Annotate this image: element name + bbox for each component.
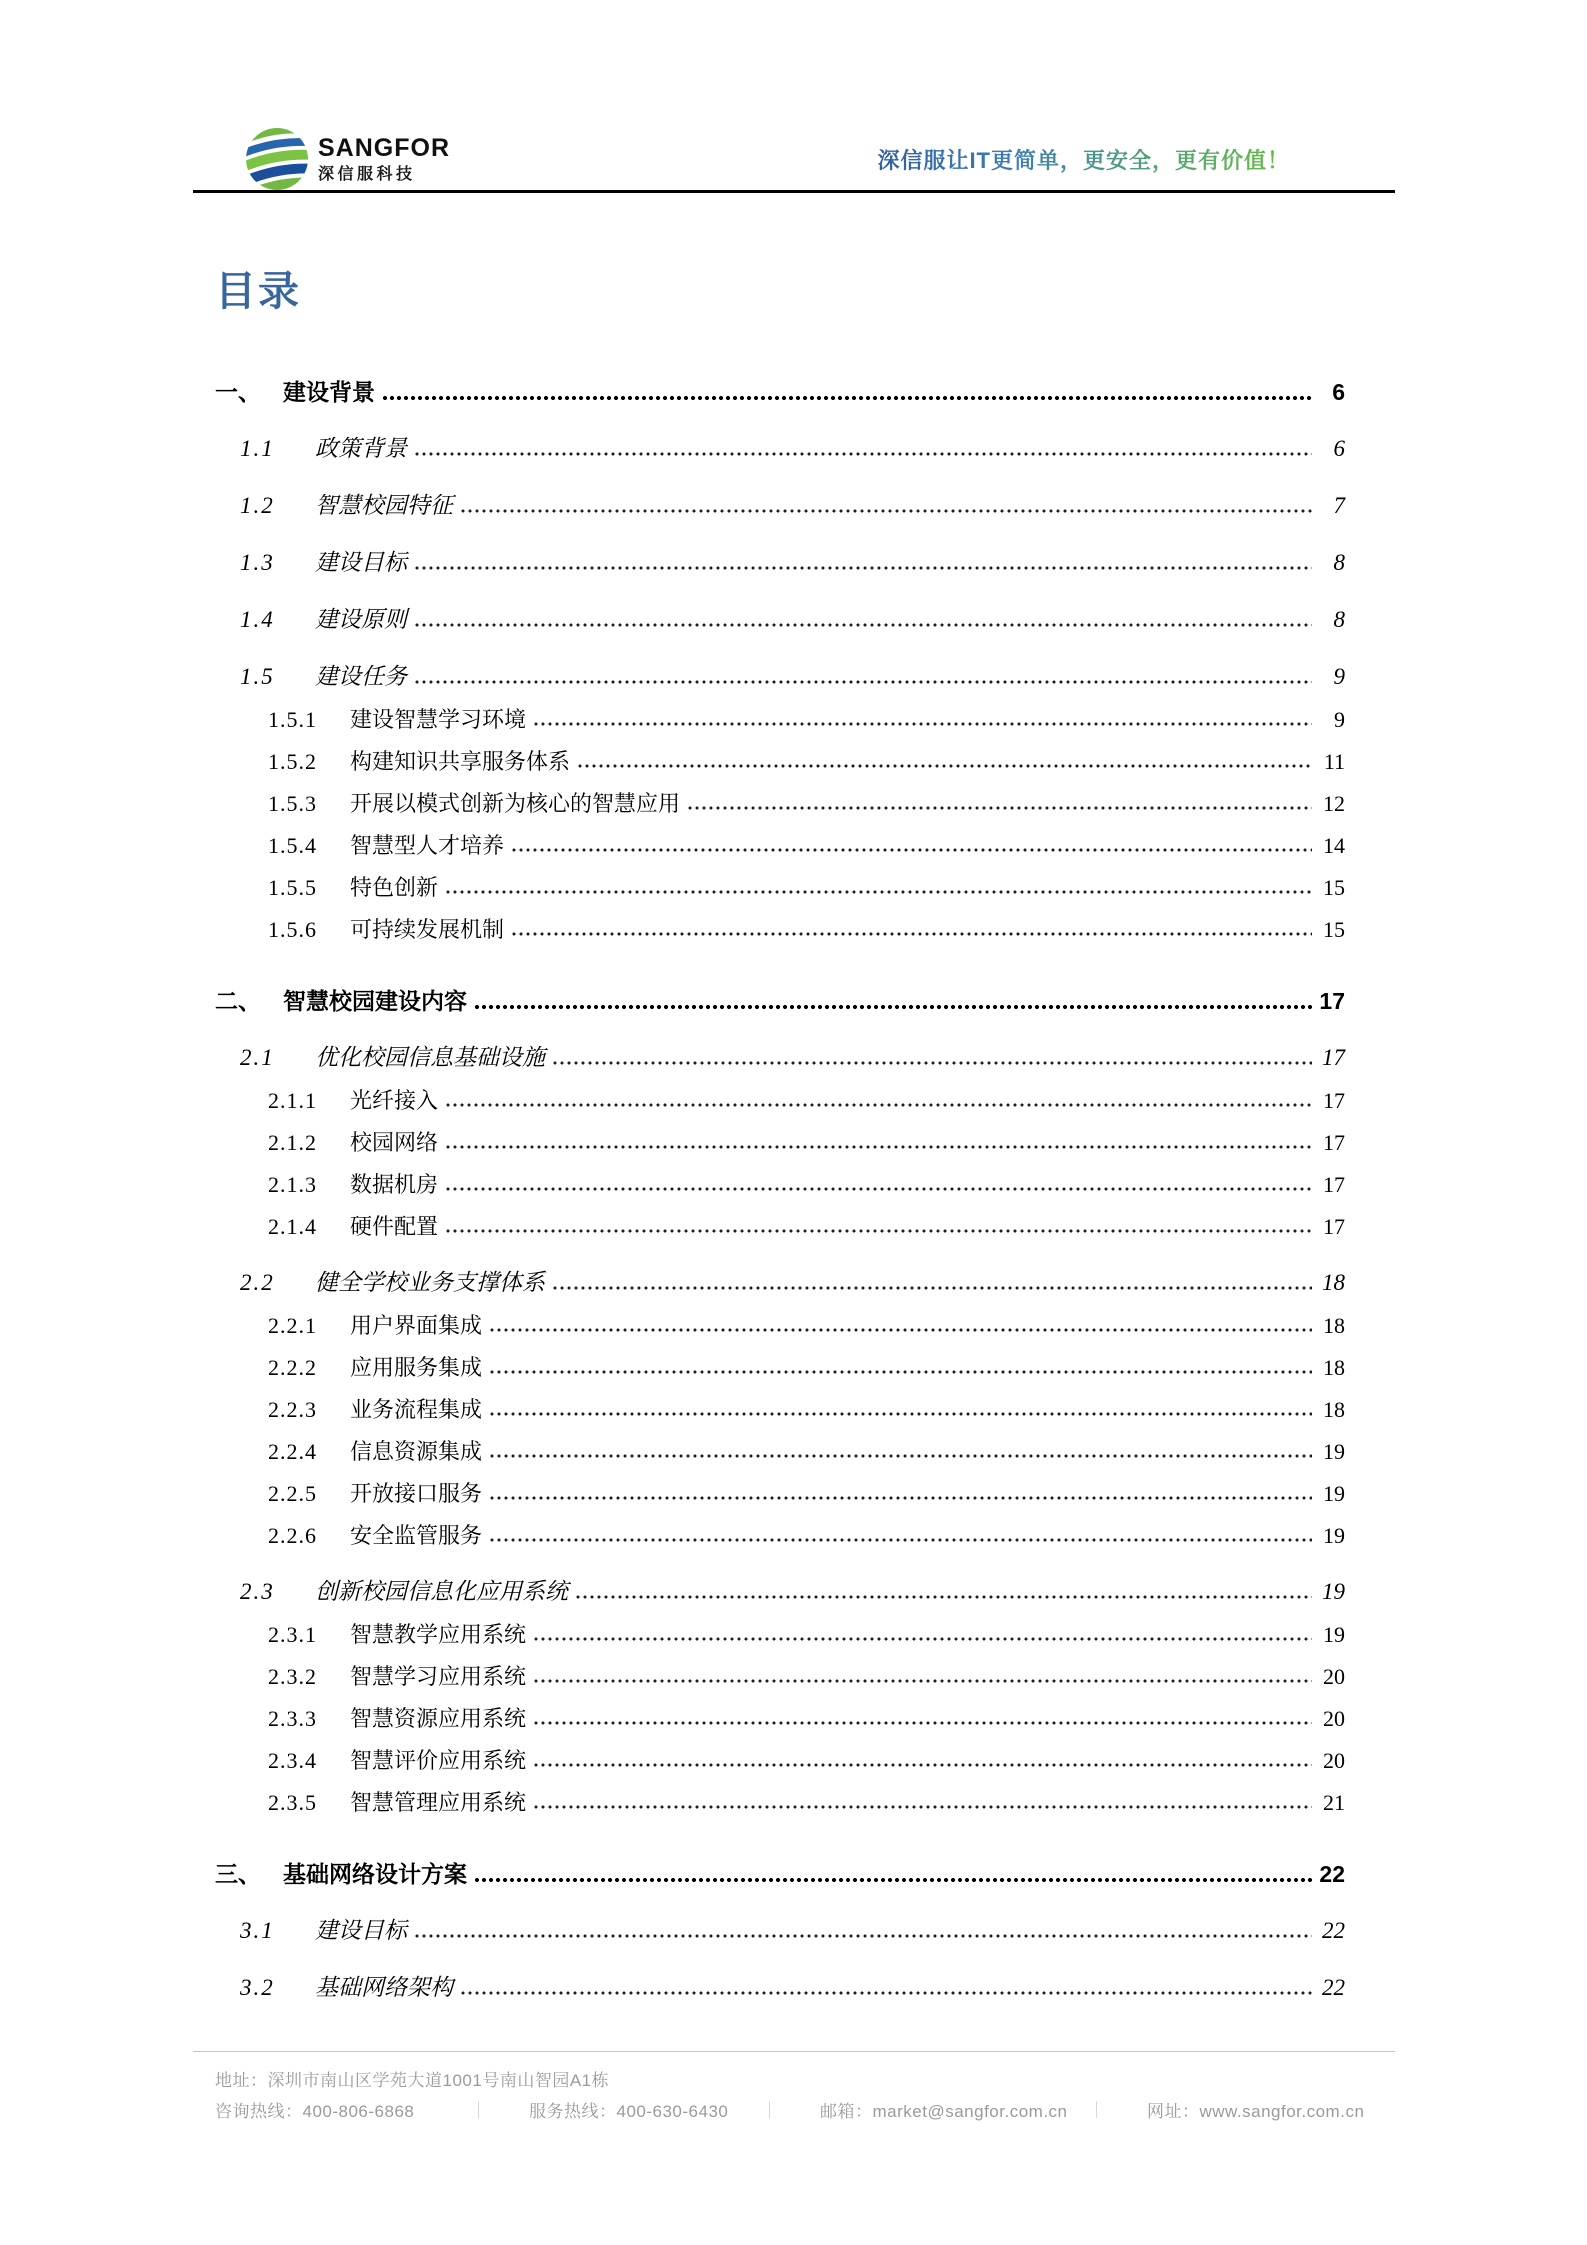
toc-entry[interactable] (215, 1387, 1345, 1429)
toc-entry-number: 一、 (215, 378, 261, 405)
toc-entry-number: 2.1.3 (268, 1171, 317, 1197)
toc-entry[interactable] (215, 979, 1345, 1021)
footer-contact-item: 邮箱：market@sangfor.com.cn (820, 2102, 1068, 2121)
toc-entry[interactable] (215, 655, 1345, 697)
toc-leader-dots (445, 1185, 1312, 1193)
toc-entry[interactable] (215, 1852, 1345, 1894)
footer-contact-item: 服务热线：400-630-6430 (529, 2102, 729, 2121)
sangfor-logo-globe-icon (244, 126, 310, 192)
toc-entry-number: 2.1.2 (268, 1129, 317, 1155)
toc-entry-title: 硬件配置 (350, 1213, 439, 1239)
toc-leader-dots (382, 394, 1312, 402)
toc-entry-page: 12 (1323, 790, 1345, 816)
toc-entry[interactable] (215, 484, 1345, 526)
toc-entry-page: 22 (1322, 1917, 1345, 1943)
footer-contact-item: 网址：www.sangfor.com.cn (1147, 2102, 1365, 2121)
toc-entry-title: 智慧校园建设内容 (283, 987, 467, 1014)
toc-entry-number: 2.1.4 (268, 1213, 317, 1239)
toc-entry-page: 15 (1323, 916, 1345, 942)
toc-entry[interactable] (215, 1345, 1345, 1387)
toc-entry-page: 17 (1323, 1171, 1345, 1197)
toc-entry-page: 21 (1323, 1789, 1345, 1815)
footer-contact-item: 咨询热线：400-806-6868 (215, 2102, 415, 2121)
toc-entry-title: 创新校园信息化应用系统 (315, 1578, 568, 1604)
toc-entry-number: 2.3.2 (268, 1663, 317, 1689)
toc-entry-page: 19 (1323, 1621, 1345, 1647)
toc-entry-title: 智慧评价应用系统 (350, 1747, 527, 1773)
toc-entry-page: 18 (1323, 1354, 1345, 1380)
toc-entry-number: 1.1 (240, 435, 275, 461)
toc-entry-number: 2.2.2 (268, 1354, 317, 1380)
toc-entry-title: 特色创新 (350, 874, 439, 900)
toc-entry-number: 1.5.3 (268, 790, 317, 816)
toc-entry-page: 20 (1323, 1705, 1345, 1731)
toc-entry[interactable] (215, 1738, 1345, 1780)
toc-entry-number: 2.2.5 (268, 1480, 317, 1506)
toc-entry-page: 17 (1323, 1087, 1345, 1113)
toc-list (215, 340, 1345, 2008)
toc-leader-dots (489, 1452, 1312, 1460)
toc-entry[interactable] (215, 1120, 1345, 1162)
toc-entry-number: 1.4 (240, 606, 275, 632)
toc-entry-page: 9 (1333, 663, 1345, 689)
toc-entry[interactable] (215, 1612, 1345, 1654)
toc-entry[interactable] (215, 1261, 1345, 1303)
toc-entry-title: 构建知识共享服务体系 (350, 748, 571, 774)
toc-entry-page: 6 (1333, 435, 1345, 461)
toc-entry-title: 用户界面集成 (350, 1312, 483, 1338)
toc-entry-page: 17 (1322, 1044, 1345, 1070)
toc-leader-dots (489, 1494, 1312, 1502)
toc-entry-page: 18 (1322, 1269, 1345, 1295)
toc-entry-title: 安全监管服务 (350, 1522, 483, 1548)
toc-entry-title: 智慧资源应用系统 (350, 1705, 527, 1731)
toc-entry-title: 政策背景 (315, 435, 407, 461)
toc-entry-title: 基础网络设计方案 (283, 1860, 467, 1887)
toc-entry-page: 18 (1323, 1312, 1345, 1338)
toc-entry[interactable] (215, 1780, 1345, 1822)
footer-contact-separator (478, 2101, 479, 2118)
toc-entry-number: 2.2.1 (268, 1312, 317, 1338)
toc-leader-dots (533, 1635, 1312, 1643)
toc-entry-page: 19 (1323, 1438, 1345, 1464)
toc-entry-number: 2.3.3 (268, 1705, 317, 1731)
toc-entry-page: 17 (1319, 987, 1345, 1014)
toc-leader-dots (533, 1761, 1312, 1769)
toc-entry-title: 信息资源集成 (350, 1438, 483, 1464)
toc-entry[interactable] (215, 1162, 1345, 1204)
toc-leader-dots (552, 1284, 1312, 1292)
toc-entry-number: 1.3 (240, 549, 275, 575)
toc-entry-number: 2.3 (240, 1578, 275, 1604)
toc-entry-page: 17 (1323, 1213, 1345, 1239)
toc-leader-dots (489, 1536, 1312, 1544)
toc-entry-title: 健全学校业务支撑体系 (315, 1269, 545, 1295)
toc-leader-dots (460, 1989, 1312, 1997)
toc-entry[interactable] (215, 1078, 1345, 1120)
footer-address: 地址：深圳市南山区学苑大道1001号南山智园A1栋 (215, 2071, 610, 2090)
toc-entry-title: 光纤接入 (350, 1087, 439, 1113)
toc-leader-dots (414, 450, 1312, 458)
toc-entry-title: 智慧校园特征 (315, 492, 453, 518)
toc-entry-title: 建设目标 (315, 549, 407, 575)
toc-leader-dots (489, 1368, 1312, 1376)
toc-leader-dots (445, 1227, 1312, 1235)
toc-entry-title: 可持续发展机制 (350, 916, 505, 942)
toc-leader-dots (533, 1803, 1312, 1811)
toc-entry-title: 开放接口服务 (350, 1480, 483, 1506)
toc-entry-number: 二、 (215, 987, 261, 1014)
toc-entry-title: 建设原则 (315, 606, 407, 632)
toc-leader-dots (533, 720, 1312, 728)
toc-entry[interactable] (215, 865, 1345, 907)
toc-entry-title: 智慧型人才培养 (350, 832, 505, 858)
toc-entry[interactable] (215, 541, 1345, 583)
toc-entry-page: 17 (1323, 1129, 1345, 1155)
toc-entry-page: 19 (1322, 1578, 1345, 1604)
toc-entry[interactable] (215, 1570, 1345, 1612)
toc-entry[interactable] (215, 1471, 1345, 1513)
toc-entry-number: 3.2 (240, 1974, 275, 2000)
toc-entry[interactable] (215, 1513, 1345, 1555)
toc-entry-number: 2.3.5 (268, 1789, 317, 1815)
toc-leader-dots (414, 621, 1312, 629)
toc-leader-dots (533, 1719, 1312, 1727)
toc-leader-dots (687, 804, 1312, 812)
toc-entry[interactable] (215, 1036, 1345, 1078)
toc-entry-number: 2.3.1 (268, 1621, 317, 1647)
toc-entry[interactable] (215, 781, 1345, 823)
toc-leader-dots (552, 1059, 1312, 1067)
toc-entry-title: 校园网络 (350, 1129, 439, 1155)
toc-entry-page: 15 (1323, 874, 1345, 900)
toc-entry-number: 1.5.5 (268, 874, 317, 900)
toc-entry[interactable] (215, 1966, 1345, 2008)
toc-entry-page: 14 (1323, 832, 1345, 858)
toc-entry-title: 建设智慧学习环境 (350, 706, 527, 732)
toc-leader-dots (489, 1326, 1312, 1334)
toc-entry-number: 2.2.6 (268, 1522, 317, 1548)
page-title: 目录 (215, 268, 301, 314)
toc-entry-title: 建设背景 (283, 378, 375, 405)
toc-entry[interactable] (215, 907, 1345, 949)
header-slogan: 深信服让IT更简单，更安全，更有价值！ (877, 144, 1290, 175)
toc-entry[interactable] (215, 739, 1345, 781)
toc-entry-title: 智慧学习应用系统 (350, 1663, 527, 1689)
toc-entry-page: 20 (1323, 1747, 1345, 1773)
toc-entry[interactable] (215, 1204, 1345, 1246)
toc-leader-dots (511, 846, 1312, 854)
toc-entry-page: 8 (1333, 606, 1345, 632)
toc-entry-number: 1.5.4 (268, 832, 317, 858)
toc-entry-number: 1.5 (240, 663, 275, 689)
toc-entry-page: 9 (1334, 706, 1345, 732)
toc-leader-dots (474, 1003, 1312, 1011)
toc-entry-title: 优化校园信息基础设施 (315, 1044, 545, 1070)
toc-entry-number: 1.5.6 (268, 916, 317, 942)
toc-entry-number: 3.1 (240, 1917, 275, 1943)
toc-entry-number: 2.2.3 (268, 1396, 317, 1422)
toc-entry-number: 2.1.1 (268, 1087, 317, 1113)
header-divider (193, 190, 1395, 193)
toc-entry[interactable] (215, 1429, 1345, 1471)
toc-entry-title: 建设目标 (315, 1917, 407, 1943)
toc-leader-dots (511, 930, 1312, 938)
toc-entry-page: 11 (1323, 748, 1345, 774)
toc-leader-dots (414, 564, 1312, 572)
toc-leader-dots (575, 1593, 1312, 1601)
toc-leader-dots (460, 507, 1312, 515)
toc-entry[interactable] (215, 697, 1345, 739)
toc-entry-title: 建设任务 (315, 663, 407, 689)
toc-entry-title: 业务流程集成 (350, 1396, 483, 1422)
toc-entry-title: 开展以模式创新为核心的智慧应用 (350, 790, 681, 816)
toc-entry-page: 22 (1322, 1974, 1345, 2000)
toc-entry-title: 智慧管理应用系统 (350, 1789, 527, 1815)
toc-entry[interactable] (215, 427, 1345, 469)
toc-entry-number: 1.5.1 (268, 706, 317, 732)
toc-entry-number: 2.1 (240, 1044, 275, 1070)
toc-leader-dots (414, 1932, 1312, 1940)
toc-entry-number: 2.2 (240, 1269, 275, 1295)
toc-entry-title: 应用服务集成 (350, 1354, 483, 1380)
toc-entry-page: 20 (1323, 1663, 1345, 1689)
toc-entry-number: 2.2.4 (268, 1438, 317, 1464)
toc-entry[interactable] (215, 370, 1345, 412)
toc-entry-page: 22 (1319, 1860, 1345, 1887)
toc-entry-number: 1.2 (240, 492, 275, 518)
toc-entry-number: 1.5.2 (268, 748, 317, 774)
toc-entry[interactable] (215, 1303, 1345, 1345)
toc-leader-dots (577, 762, 1312, 770)
toc-entry-title: 数据机房 (350, 1171, 439, 1197)
toc-leader-dots (445, 1101, 1312, 1109)
toc-leader-dots (533, 1677, 1312, 1685)
toc-entry[interactable] (215, 598, 1345, 640)
toc-entry[interactable] (215, 823, 1345, 865)
toc-entry-number: 三、 (215, 1860, 261, 1887)
toc-entry-title: 基础网络架构 (315, 1974, 453, 2000)
toc-leader-dots (445, 1143, 1312, 1151)
toc-entry-page: 19 (1323, 1522, 1345, 1548)
toc-leader-dots (474, 1876, 1312, 1884)
toc-entry-page: 19 (1323, 1480, 1345, 1506)
toc-leader-dots (445, 888, 1312, 896)
toc-entry[interactable] (215, 1909, 1345, 1951)
footer-contact-separator (769, 2101, 770, 2118)
toc-entry-number: 2.3.4 (268, 1747, 317, 1773)
footer-contacts (215, 2097, 1364, 2122)
logo-wordmark: SANGFOR (318, 134, 450, 162)
logo-company-name: 深信服科技 (318, 166, 416, 183)
toc-entry[interactable] (215, 1654, 1345, 1696)
footer-divider (193, 2051, 1395, 2052)
logo-text-block (318, 136, 450, 183)
toc-entry-page: 6 (1332, 378, 1345, 405)
footer-contact-separator (1096, 2101, 1097, 2118)
toc-leader-dots (414, 678, 1312, 686)
toc-entry-page: 8 (1333, 549, 1345, 575)
toc-entry[interactable] (215, 1696, 1345, 1738)
toc-entry-page: 18 (1323, 1396, 1345, 1422)
toc-entry-page: 7 (1333, 492, 1345, 518)
toc-entry-title: 智慧教学应用系统 (350, 1621, 527, 1647)
toc-leader-dots (489, 1410, 1312, 1418)
